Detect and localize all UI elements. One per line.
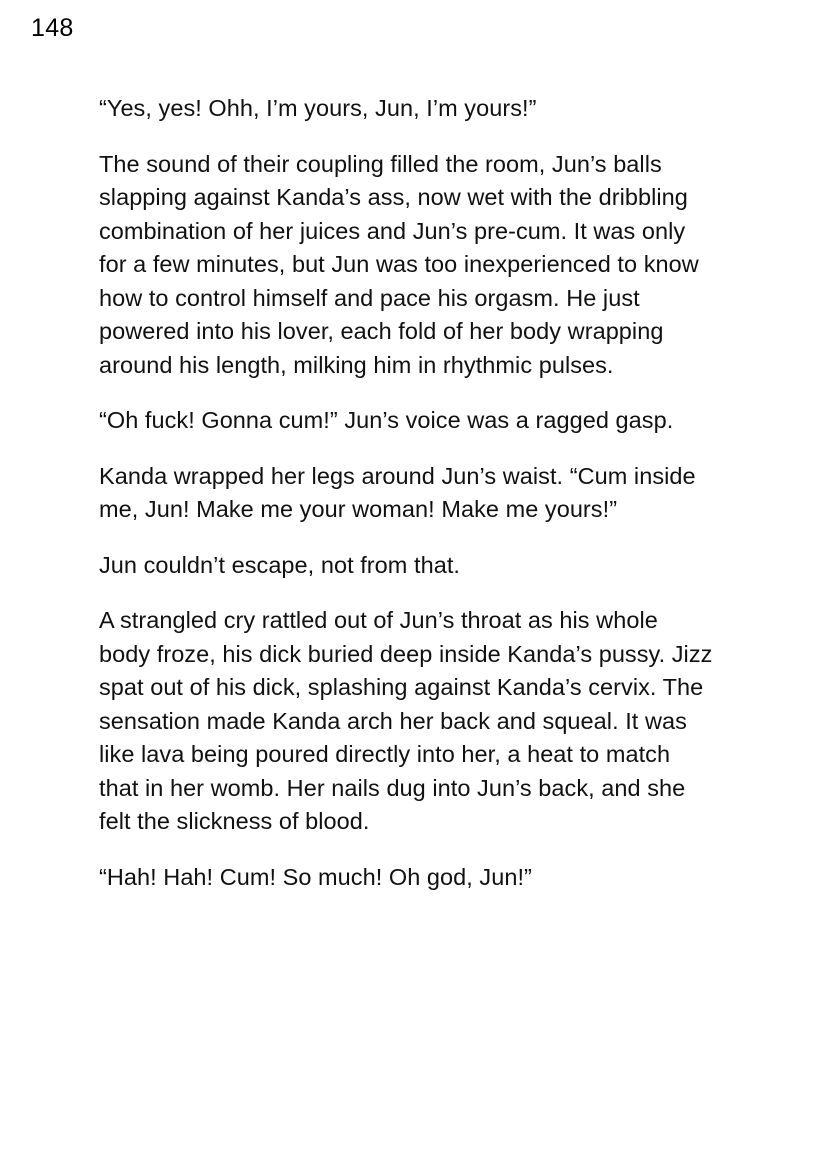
paragraph: “Yes, yes! Ohh, I’m yours, Jun, I’m yours!” bbox=[99, 95, 537, 121]
paragraph: Kanda wrapped her legs around Jun’s waist. “Cum inside me, Jun! Make me your woman! Make me yours!” bbox=[99, 462, 696, 522]
paragraph: Jun couldn’t escape, not from that. bbox=[99, 551, 460, 578]
paragraph: “Hah! Hah! Cum! So much! Oh god, Jun!” bbox=[99, 863, 532, 890]
paragraph: The sound of their coupling filled the room, Jun’s balls slapping against Kanda’s ass, now wet with the dribbling combination of her juices and Jun’s pre-cum. It was only for a few minutes, but Jun was too inexperienced to know how to control himself and pace his orgasm. He just powered into his lover, each fold of her body wrapping around his length, milking him in rhythmic pulses. bbox=[99, 150, 699, 378]
paragraph: A strangled cry rattled out of Jun’s throat as his whole body froze, his dick buried deep inside Kanda’s pussy. Jizz spat out of his dick, splashing against Kanda’s cervix. The sensation made Kanda arch her back and squeal. It was like lava being poured directly into her, a heat to match that in her womb. Her nails dug into Jun’s back, and she felt the slickness of blood. bbox=[99, 607, 713, 834]
body-text-column bbox=[99, 92, 713, 894]
page-number: 148 bbox=[31, 14, 74, 42]
paragraph: “Oh fuck! Gonna cum!” Jun’s voice was a ragged gasp. bbox=[99, 407, 674, 433]
